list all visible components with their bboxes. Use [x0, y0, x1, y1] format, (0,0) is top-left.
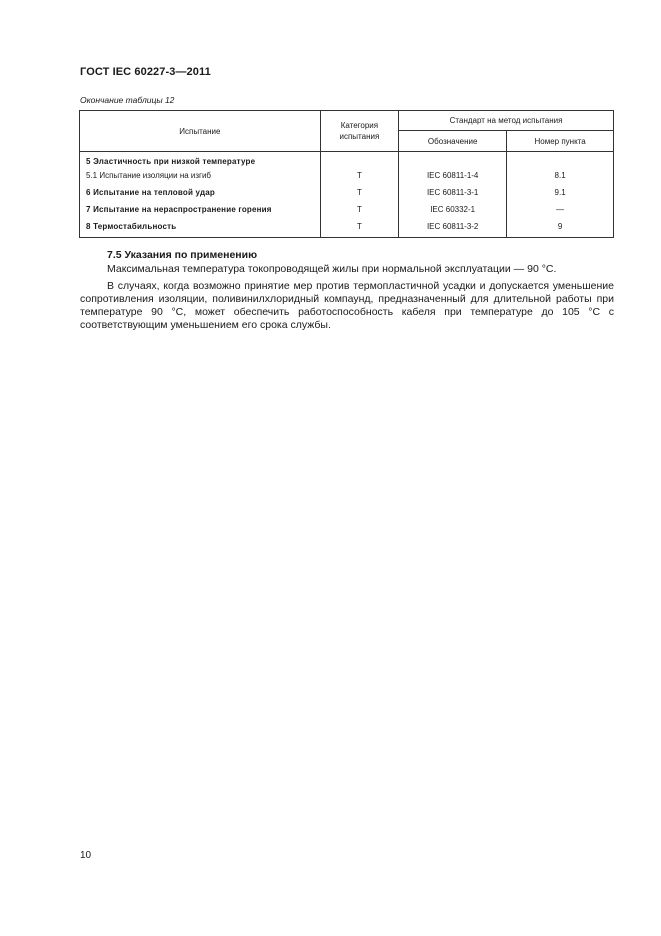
row-designation: IEC 60811-3-1: [399, 184, 507, 201]
section-title: 7.5 Указания по применению: [107, 249, 258, 261]
row-designation: IEC 60332-1: [399, 201, 507, 218]
col-header-clause: Номер пункта: [507, 131, 614, 152]
table-row: [80, 218, 614, 238]
row-category: Т: [320, 167, 398, 184]
col-header-designation: Обозначение: [399, 131, 507, 152]
row-test: 6 Испытание на тепловой удар: [80, 184, 321, 201]
row-test: 5.1 Испытание изоляции на изгиб: [80, 167, 321, 184]
table-row: [80, 201, 614, 218]
col-header-test: Испытание: [80, 111, 321, 152]
table-caption: Окончание таблицы 12: [80, 95, 175, 105]
paragraph-application-notes: В случаях, когда возможно принятие мер против термопластичной усадки и допускается уменьшение сопротивления изоляции, поливинилхлоридный компаунд, предназначенный для длительной работы при температуре 90 °С, может обеспечить работоспособность кабеля при температуре до 105 °С с соответствующим уменьшением его срока службы.: [80, 280, 614, 331]
table-row: [80, 184, 614, 201]
row-category: Т: [320, 184, 398, 201]
row-clause: 9.1: [507, 184, 614, 201]
col-header-standard: Стандарт на метод испытания: [399, 111, 614, 131]
row-clause: —: [507, 201, 614, 218]
test-methods-table: [79, 110, 614, 238]
row-test: 5 Эластичность при низкой температуре: [80, 152, 321, 168]
document-header: ГОСТ IEC 60227-3—2011: [80, 66, 211, 78]
col-header-category: Категория испытания: [320, 111, 398, 152]
page-number: 10: [80, 850, 92, 861]
row-category: Т: [320, 218, 398, 238]
table-row: [80, 167, 614, 184]
row-test: 8 Термостабильность: [80, 218, 321, 238]
row-category: Т: [320, 201, 398, 218]
row-category: [320, 152, 398, 168]
table-row: [80, 152, 614, 168]
row-clause: 9: [507, 218, 614, 238]
row-designation: IEC 60811-3-2: [399, 218, 507, 238]
row-clause: [507, 152, 614, 168]
paragraph-max-temperature: Максимальная температура токопроводящей жилы при нормальной эксплуатации — 90 °С.: [107, 263, 557, 275]
row-designation: [399, 152, 507, 168]
row-test: 7 Испытание на нераспространение горения: [80, 201, 321, 218]
row-designation: IEC 60811-1-4: [399, 167, 507, 184]
row-clause: 8.1: [507, 167, 614, 184]
